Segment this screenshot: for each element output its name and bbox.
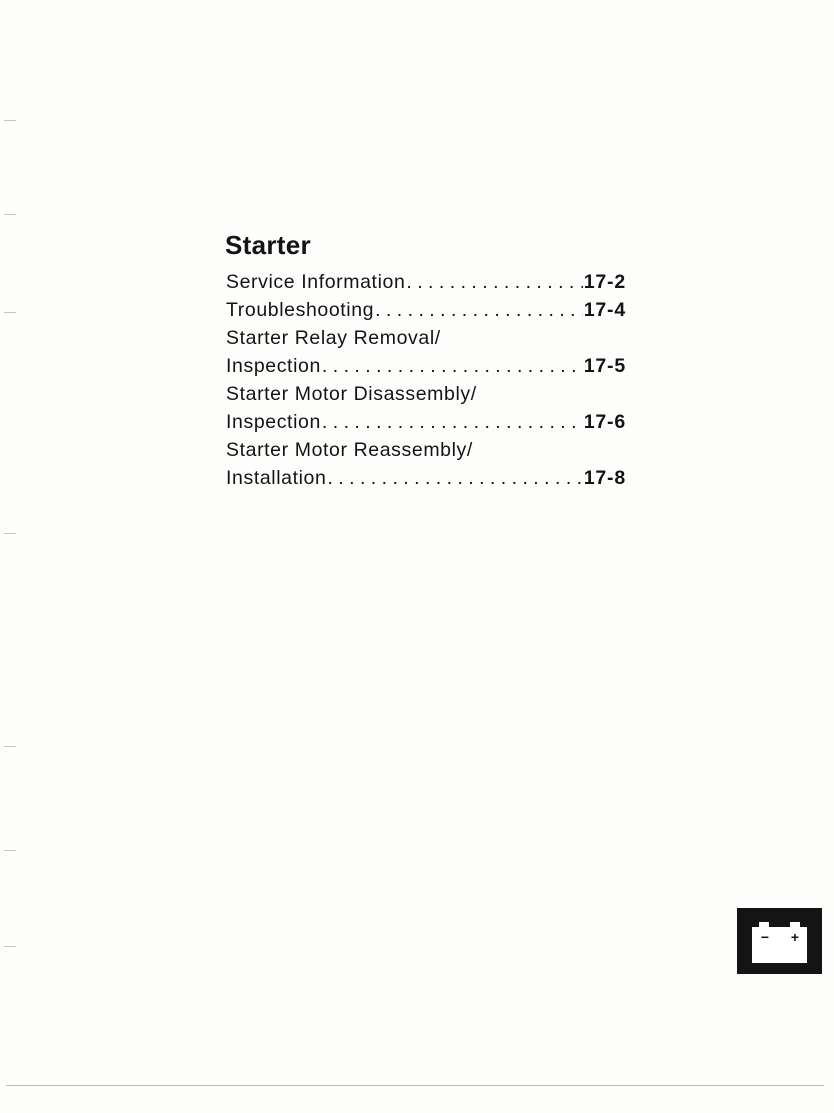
toc-entry-label-line1: Starter Motor Reassembly/ — [226, 439, 473, 461]
dot-leader — [327, 466, 582, 490]
toc-entry-label: Service Information — [226, 271, 406, 293]
toc-entry-starter-motor-disassembly[interactable] — [224, 382, 626, 434]
toc-entry-starter-motor-reassembly[interactable] — [224, 438, 626, 490]
toc-entry-page: 17-8 — [583, 467, 626, 489]
margin-mark — [4, 946, 16, 947]
toc-entry-label: Inspection — [226, 355, 321, 377]
margin-mark — [4, 312, 16, 313]
section-tab — [737, 908, 822, 974]
toc-entry-label: Troubleshooting — [226, 299, 375, 321]
plus-symbol: + — [790, 929, 800, 945]
toc-entry-page: 17-2 — [583, 271, 626, 293]
dot-leader — [406, 270, 582, 294]
margin-mark — [4, 746, 16, 747]
bottom-rule — [6, 1085, 824, 1086]
toc-entry-starter-relay[interactable] — [224, 326, 626, 378]
toc-entry-label-line1: Starter Relay Removal/ — [226, 327, 441, 349]
dot-leader — [322, 354, 583, 378]
dot-leader — [322, 410, 583, 434]
toc-entry-page: 17-6 — [583, 411, 626, 433]
toc-entry-page: 17-5 — [583, 355, 626, 377]
table-of-contents — [224, 228, 626, 494]
margin-mark — [4, 214, 16, 215]
toc-entry-label-line1: Starter Motor Disassembly/ — [226, 383, 477, 405]
battery-icon — [737, 908, 822, 974]
toc-entry-label: Inspection — [226, 411, 321, 433]
section-title: Starter — [225, 230, 311, 260]
toc-entry-page: 17-4 — [583, 299, 626, 321]
toc-entry-troubleshooting[interactable] — [224, 298, 626, 322]
minus-symbol: − — [760, 929, 770, 945]
toc-entry-service-information[interactable] — [224, 270, 626, 294]
margin-mark — [4, 850, 16, 851]
toc-entry-label: Installation — [226, 467, 327, 489]
dot-leader — [375, 298, 583, 322]
margin-mark — [4, 120, 16, 121]
margin-mark — [4, 533, 16, 534]
